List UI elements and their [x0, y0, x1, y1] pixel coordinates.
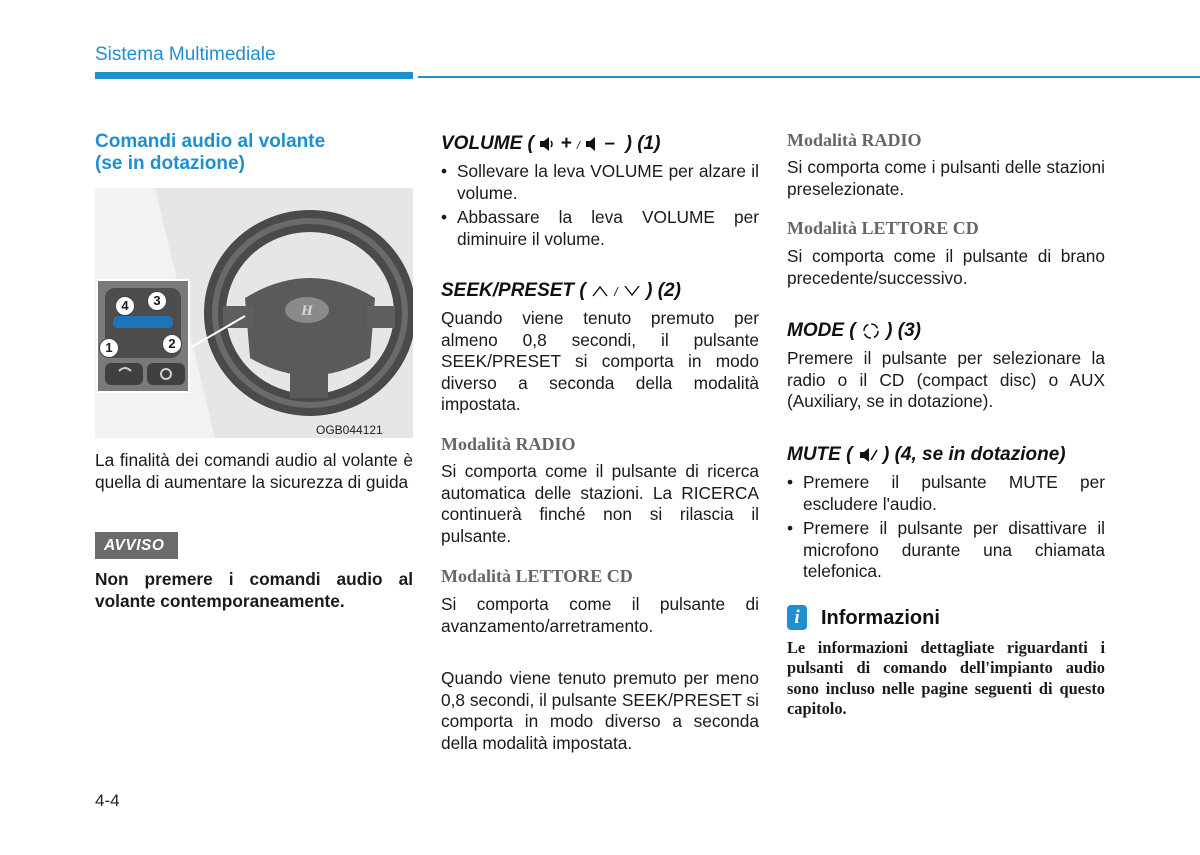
info-text: Le informazioni dettagliate riguardanti i pulsanti di comando dell'impianto audio sono incluso nelle pagine seguenti di questo capitolo.	[787, 638, 1105, 718]
preset-cd-text: Si comporta come il pulsante di brano precedente/successivo.	[787, 246, 1105, 288]
seek-cd-heading: Modalità LETTORE CD	[441, 566, 633, 586]
seek-heading	[441, 280, 759, 303]
volume-heading-suffix: ) (1)	[625, 133, 661, 154]
section-title	[95, 131, 415, 175]
mute-bullet-2: • Premere il pulsante per disattivare il microfono durante una chiamata telefonica.	[787, 518, 1105, 583]
mode-cycle-icon	[861, 321, 881, 341]
running-header: Sistema Multimediale	[95, 44, 276, 65]
mode-heading-suffix: ) (3)	[886, 320, 921, 341]
mode-heading	[787, 320, 1105, 342]
warning-badge: AVVISO	[95, 532, 178, 559]
mode-heading-prefix: MODE (	[787, 320, 856, 341]
preset-radio-heading: Modalità RADIO	[787, 130, 922, 150]
mute-bullet-1: • Premere il pulsante MUTE per escludere l'audio.	[787, 472, 1105, 515]
steering-wheel-figure	[95, 188, 413, 438]
mute-heading-suffix: ) (4, se in dotazione)	[883, 444, 1066, 465]
seek-slash: /	[614, 285, 618, 299]
page-number: 4-4	[95, 791, 120, 810]
warning-text: Non premere i comandi audio al volante contemporaneamente.	[95, 569, 413, 611]
seek-heading-suffix: ) (2)	[646, 280, 681, 301]
section-title-line2: (se in dotazione)	[95, 153, 245, 174]
volume-bullet-2: • Abbassare la leva VOLUME per diminuire il volume.	[441, 207, 759, 250]
callout-3: 3	[147, 291, 167, 311]
info-icon: i	[787, 605, 807, 630]
seek-heading-prefix: SEEK/PRESET (	[441, 280, 586, 301]
seek-short-press-text: Quando viene tenuto premuto per meno 0,8 secondi, il pulsante SEEK/PRESET si comporta in modo diverso a seconda della modalità impostata.	[441, 668, 759, 753]
volume-heading-prefix: VOLUME (	[441, 133, 534, 154]
figure-code: OGB044121	[316, 423, 383, 437]
seek-cd-text: Si comporta come il pulsante di avanzamento/arretramento.	[441, 594, 759, 636]
chevron-down-icon	[623, 284, 641, 298]
header-thin-rule	[418, 76, 1200, 78]
volume-heading	[441, 133, 759, 157]
callout-4: 4	[115, 296, 135, 316]
callout-1: 1	[99, 338, 119, 358]
mute-heading-prefix: MUTE (	[787, 444, 853, 465]
volume-bullet-1: • Sollevare la leva VOLUME per alzare il volume.	[441, 161, 759, 204]
mute-heading	[787, 444, 1105, 466]
header-thick-rule	[95, 72, 413, 79]
info-title: Informazioni	[821, 607, 940, 629]
preset-cd-heading: Modalità LETTORE CD	[787, 218, 979, 238]
speaker-icon	[539, 135, 555, 153]
seek-radio-text: Si comporta come il pulsante di ricerca automatica delle stazioni. La RICERCA continuerà finché non si rilascia il pulsante.	[441, 461, 759, 546]
intro-paragraph: La finalità dei comandi audio al volante è quella di aumentare la sicurezza di guida	[95, 450, 413, 492]
callout-2: 2	[162, 334, 182, 354]
speaker-icon-2	[585, 135, 599, 153]
chevron-up-icon	[591, 284, 609, 298]
mode-paragraph: Premere il pulsante per selezionare la radio o il CD (compact disc) o AUX (Auxiliary, se in dotazione).	[787, 348, 1105, 412]
preset-radio-text: Si comporta come i pulsanti delle stazioni preselezionate.	[787, 157, 1105, 199]
svg-text:H: H	[301, 303, 313, 319]
volume-slash: /	[576, 140, 580, 152]
seek-paragraph: Quando viene tenuto premuto per almeno 0,8 secondi, il pulsante SEEK/PRESET si comporta in modo diverso a seconda della modalità impostata.	[441, 308, 759, 415]
volume-plus: +	[560, 133, 572, 154]
volume-minus: –	[604, 133, 616, 154]
steering-wheel-illustration	[95, 188, 413, 438]
mute-bullets	[787, 472, 1105, 583]
volume-bullets	[441, 161, 759, 250]
seek-radio-heading: Modalità RADIO	[441, 434, 576, 454]
mute-icon	[858, 446, 878, 464]
section-title-line1: Comandi audio al volante	[95, 131, 326, 152]
